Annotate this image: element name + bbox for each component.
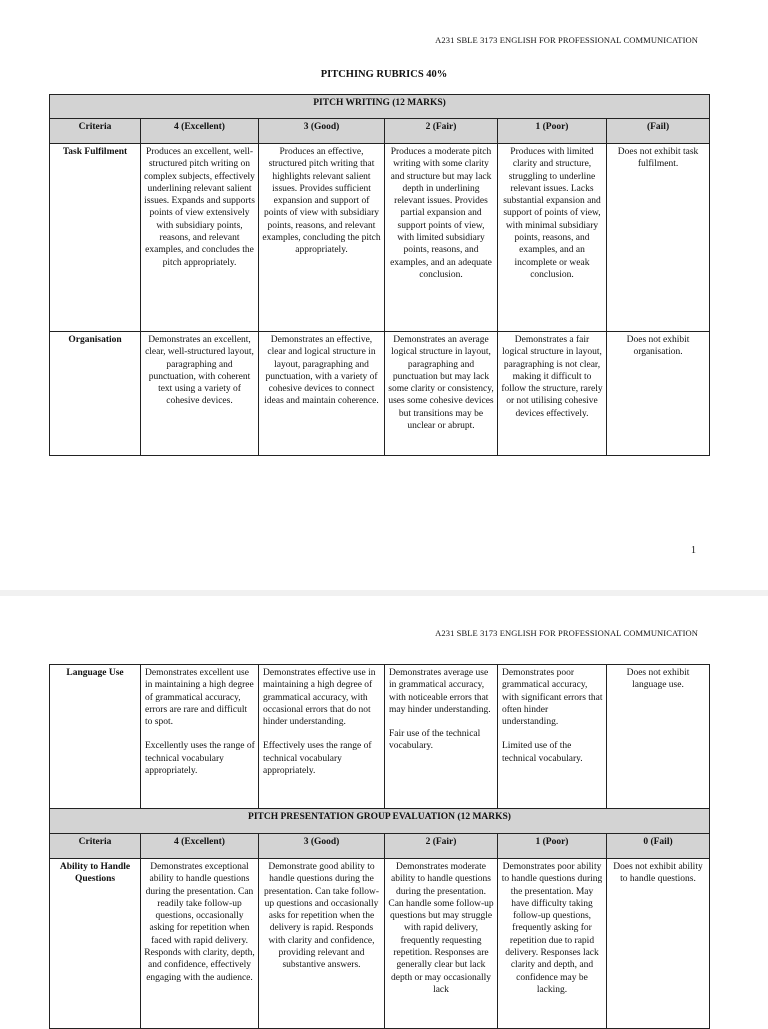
pitch-writing-table [49, 94, 710, 456]
rubric-paragraph: Effectively uses the range of technical vocabulary appropriately. [263, 741, 372, 777]
rubric-cell: Does not exhibit organisation. [607, 332, 710, 456]
table-row [50, 144, 710, 332]
rubric-cell: Demonstrates a fair logical structure in layout, paragraphing is not clear, making it difficult to follow the structure, rarely or not utilising cohesive devices effectively. [498, 332, 607, 456]
rubric-cell [141, 665, 259, 809]
criterion-name: Ability to Handle Questions [50, 859, 141, 1029]
column-header-row [50, 119, 710, 144]
column-header: Criteria [50, 119, 141, 144]
column-header-row [50, 834, 710, 859]
rubric-cell: Produces a moderate pitch writing with some clarity and structure but may lack depth in underlining relevant issues. Provides partial expansion and support points of view, with limited subsidiary points, reasons, and examples, and an adequate conclusion. [385, 144, 498, 332]
rubric-paragraph: Does not exhibit language use. [626, 668, 690, 691]
rubric-cell: Produces an excellent, well-structured pitch writing on complex subjects, effectively underlining relevant salient issues. Expands and supports points of view extensively with subsidiary points, reasons, and relevant examples, and concludes the pitch appropriately. [141, 144, 259, 332]
rubric-cell: Demonstrates an excellent, clear, well-structured layout, paragraphing and punctuation, with coherent text using a variety of cohesive devices. [141, 332, 259, 456]
page-header: A231 SBLE 3173 ENGLISH FOR PROFESSIONAL COMMUNICATION [435, 628, 698, 638]
page-header: A231 SBLE 3173 ENGLISH FOR PROFESSIONAL COMMUNICATION [435, 35, 698, 45]
presentation-section-title: PITCH PRESENTATION GROUP EVALUATION (12 MARKS) [50, 809, 710, 834]
table-row [50, 665, 710, 809]
column-header: 3 (Good) [259, 119, 385, 144]
rubric-cell: Produces an effective, structured pitch writing that highlights relevant salient issues. Provides sufficient expansion and support of points of view with subsidiary points, reasons, and relevant examples, concluding the pitch appropriately. [259, 144, 385, 332]
rubric-cell: Demonstrates an average logical structure in layout, paragraphing and punctuation but may lack some clarity or consistency, uses some cohesive devices but transitions may be unclear or abrupt. [385, 332, 498, 456]
rubric-cell: Demonstrates poor ability to handle questions during the presentation. May have difficulty taking follow-up questions, frequently asking for repetition due to rapid delivery. Responses lack clarity and depth, and confidence may be lacking. [498, 859, 607, 1029]
section-title-row [50, 95, 710, 119]
column-header: 4 (Excellent) [141, 834, 259, 859]
page-number: 1 [691, 545, 696, 556]
criterion-name: Task Fulfilment [50, 144, 141, 332]
column-header: 2 (Fair) [385, 834, 498, 859]
rubric-paragraph: Excellently uses the range of technical vocabulary appropriately. [145, 741, 255, 777]
rubric-cell: Demonstrates an effective, clear and logical structure in layout, paragraphing and punctuation, with a variety of cohesive devices to connect ideas and maintain coherence. [259, 332, 385, 456]
table-row [50, 859, 710, 1029]
rubric-cell [607, 665, 710, 809]
criterion-name: Language Use [50, 665, 141, 809]
rubric-paragraph: Fair use of the technical vocabulary. [389, 729, 481, 752]
rubric-cell: Demonstrate good ability to handle questions during the presentation. Can take follow-up questions and occasionally asks for repetition when the delivery is rapid. Responds with clarity and confidence, providing relevant and substantive answers. [259, 859, 385, 1029]
column-header: 1 (Poor) [498, 834, 607, 859]
column-header: 1 (Poor) [498, 119, 607, 144]
section-title-row [50, 809, 710, 834]
document-title: PITCHING RUBRICS 40% [320, 69, 448, 80]
column-header: 0 (Fail) [607, 834, 710, 859]
rubric-cell: Does not exhibit task fulfilment. [607, 144, 710, 332]
criterion-name: Organisation [50, 332, 141, 456]
rubric-cell: Demonstrates moderate ability to handle questions during the presentation. Can handle some follow-up questions but may struggle with rapid delivery, frequently requesting repetition. Responses are generally clear but lack depth or may occasionally lack [385, 859, 498, 1029]
column-header: 4 (Excellent) [141, 119, 259, 144]
rubric-cell [259, 665, 385, 809]
column-header: 2 (Fair) [385, 119, 498, 144]
pitch-writing-section-title: PITCH WRITING (12 MARKS) [50, 95, 710, 119]
page-separator [0, 590, 768, 596]
column-header: Criteria [50, 834, 141, 859]
rubric-paragraph: Demonstrates effective use in maintaining a high degree of grammatical accuracy, with occasional errors that do not hinder understanding. [263, 668, 376, 728]
rubric-cell [385, 665, 498, 809]
rubric-cell [498, 665, 607, 809]
rubric-paragraph: Demonstrates excellent use in maintaining a high degree of grammatical accuracy, errors are rare and difficult to spot. [145, 668, 254, 728]
column-header: 3 (Good) [259, 834, 385, 859]
rubric-paragraph: Limited use of the technical vocabulary. [502, 741, 583, 764]
rubric-cell: Produces with limited clarity and structure, struggling to underline relevant issues. Lacks substantial expansion and support of points of view, with minimal subsidiary points, reasons, and examples, and an incomplete or weak conclusion. [498, 144, 607, 332]
column-header: (Fail) [607, 119, 710, 144]
rubric-paragraph: Demonstrates poor grammatical accuracy, with significant errors that often hinder understanding. [502, 668, 603, 728]
rubric-cell: Demonstrates exceptional ability to handle questions during the presentation. Can readily take follow-up questions, occasionally asking for repetition when faced with rapid delivery. Responds with clarity, depth, and confidence, effectively engaging with the audience. [141, 859, 259, 1029]
rubric-cell: Does not exhibit ability to handle questions. [607, 859, 710, 1029]
rubric-paragraph: Demonstrates average use in grammatical accuracy, with noticeable errors that may hinder understanding. [389, 668, 491, 715]
table-row [50, 332, 710, 456]
rubric-continuation-table [49, 664, 710, 1029]
